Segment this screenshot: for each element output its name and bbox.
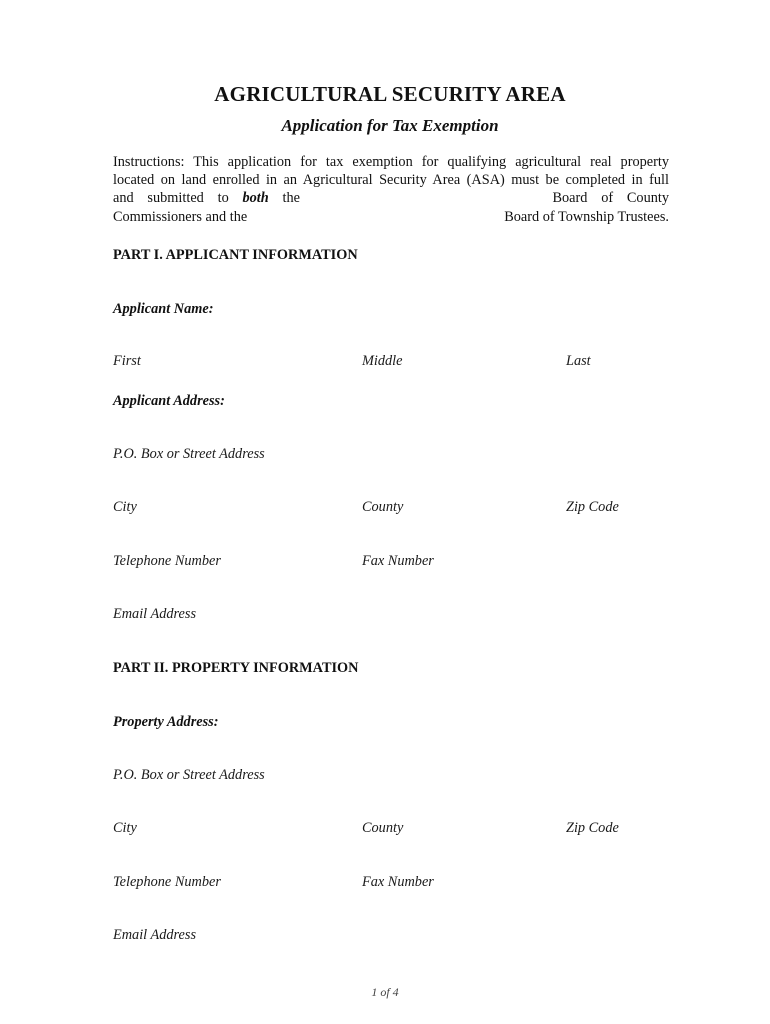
label-applicant-telephone: Telephone Number	[113, 553, 221, 569]
label-first: First	[113, 353, 141, 369]
label-property-street: P.O. Box or Street Address	[113, 767, 265, 783]
page-number: 1 of 4	[371, 985, 399, 999]
applicant-name-heading: Applicant Name:	[113, 301, 214, 317]
township-board-blank[interactable]	[262, 209, 490, 221]
label-property-county: County	[362, 820, 404, 836]
county-board-blank[interactable]	[314, 190, 539, 202]
label-applicant-city: City	[113, 499, 137, 515]
label-applicant-fax: Fax Number	[362, 553, 434, 569]
document-title: AGRICULTURAL SECURITY AREA	[214, 82, 566, 106]
instructions-line-4: Commissioners and the Board of Township Trustees.	[113, 208, 669, 225]
label-property-fax: Fax Number	[362, 874, 434, 890]
label-property-telephone: Telephone Number	[113, 874, 221, 890]
label-applicant-county: County	[362, 499, 404, 515]
label-middle: Middle	[362, 353, 403, 369]
instructions-line-3: and submitted to both the Board of County	[113, 190, 669, 207]
emphasis-both: both	[242, 190, 269, 207]
label-property-email: Email Address	[113, 927, 197, 943]
label-last: Last	[566, 353, 591, 369]
label-property-zip: Zip Code	[566, 820, 619, 836]
part-2-heading: PART II. PROPERTY INFORMATION	[113, 660, 359, 676]
label-property-city: City	[113, 820, 137, 836]
instructions-line-2: located on land enrolled in an Agricultural Security Area (ASA) must be completed in full	[113, 172, 669, 189]
instructions	[113, 153, 669, 226]
part-1-heading: PART I. APPLICANT INFORMATION	[113, 247, 358, 263]
label-applicant-email: Email Address	[113, 606, 197, 622]
label-applicant-zip: Zip Code	[566, 499, 619, 515]
instructions-line-1: Instructions: This application for tax exemption for qualifying agricultural real property	[113, 154, 669, 170]
document-subtitle: Application for Tax Exemption	[281, 116, 499, 135]
label-applicant-street: P.O. Box or Street Address	[113, 446, 265, 462]
applicant-address-heading: Applicant Address:	[113, 393, 225, 409]
property-address-heading: Property Address:	[113, 714, 219, 730]
